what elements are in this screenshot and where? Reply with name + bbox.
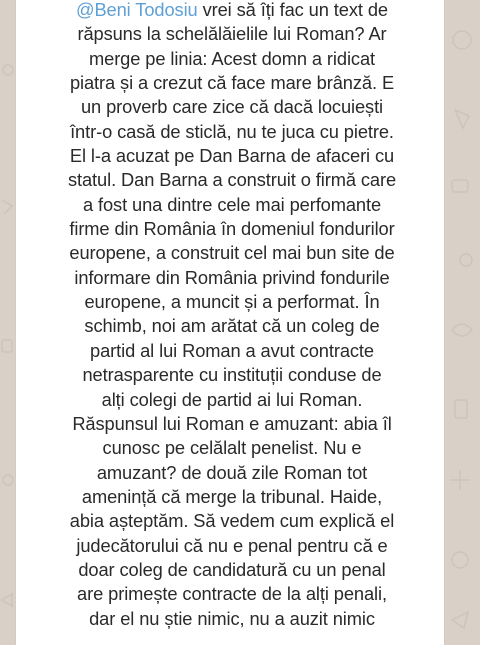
mention-link[interactable]: @Beni Todosiu [76, 0, 198, 20]
message-bubble[interactable] [16, 0, 444, 645]
message-body: vrei să îți fac un text de răpsuns la schelălăielile lui Roman? Ar merge pe linia: Acest domn a ridicat piatra și a crezut că face mare brânză. E un proverb care zice că dacă locuiești într-o casă de sticlă, nu te juca cu pietre. El l-a acuzat pe Dan Barna de afaceri cu statul. Dan Barna a construit o firmă care a fost una dintre cele mai perfomante firme din România în domeniul fondurilor europene, a construit cel mai bun site de informare din România privind fondurile europene, a muncit și a performat. În schimb, noi am arătat că un coleg de partid al lui Roman a avut contracte netrasparente cu instituții conduse de alți colegi de partid ai lui Roman. Răspunsul lui Roman e amuzant: abia îl cunosc pe celălalt penelist. Nu e amuzant? de două zile Roman tot amenință că merge la tribunal. Haide, abia așteptăm. Să vedem cum explică el judecătorului că nu e penal pentru că e doar coleg de candidatură cu un penal are primește contracte de la alți penali, dar el nu știe nimic, nu a auzit nimic [67, 0, 397, 629]
message-text [26, 0, 438, 631]
